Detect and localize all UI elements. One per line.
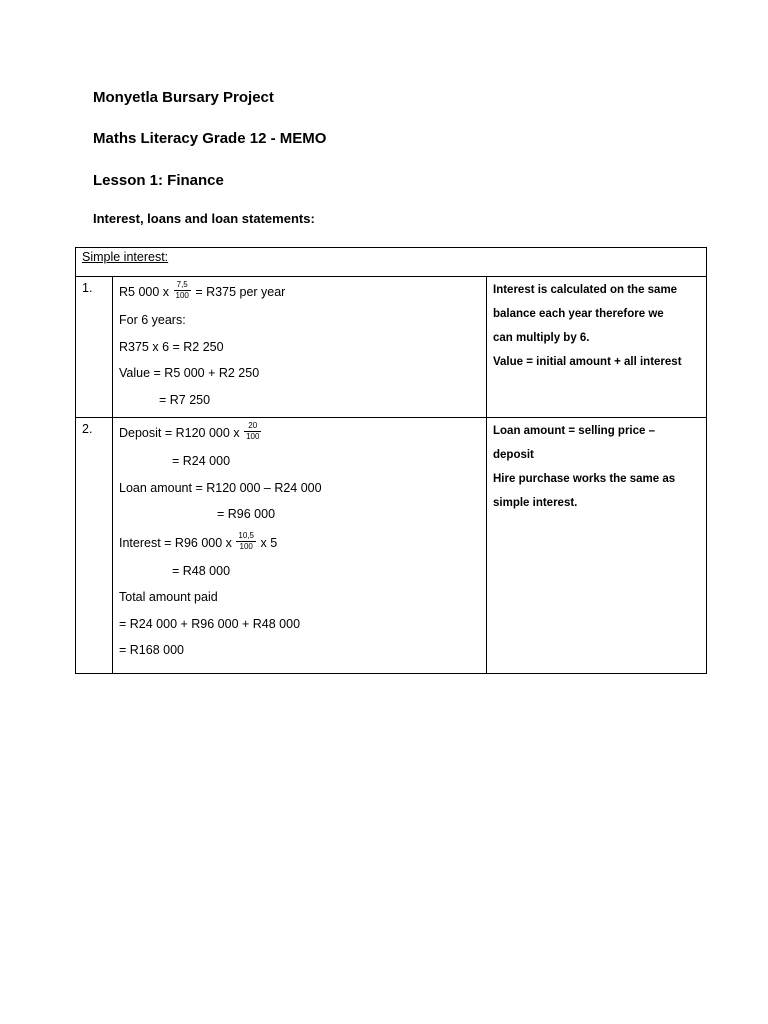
memo-table [75, 247, 707, 674]
working-line: = R48 000 [172, 563, 231, 578]
fraction-numerator: 10,5 [238, 530, 254, 540]
working-text: Deposit = R120 000 x [119, 426, 240, 440]
explanation-line: Hire purchase works the same as [493, 473, 676, 485]
working-line: Loan amount = R120 000 – R24 000 [119, 480, 322, 495]
fraction [236, 531, 256, 552]
working-line: = R96 000 [217, 507, 276, 521]
working-line: R375 x 6 = R2 250 [119, 339, 224, 354]
working-line [119, 418, 486, 448]
explanation-line: Value = initial amount + all interest [493, 356, 682, 368]
section-title: Simple interest: [82, 250, 169, 264]
fraction-denominator: 100 [239, 541, 253, 551]
working-line: = R24 000 + R96 000 + R48 000 [119, 616, 301, 631]
question-number: 1. [76, 277, 113, 418]
table-header-row [76, 248, 707, 277]
working-text: = R375 per year [195, 285, 286, 299]
working-line: = R7 250 [159, 392, 211, 407]
working-line: For 6 years: [119, 313, 186, 327]
working-line [119, 277, 486, 307]
lesson-title: Lesson 1: Finance [93, 172, 224, 189]
working-line [119, 528, 486, 558]
fraction [244, 421, 261, 442]
question-row-1 [76, 277, 707, 418]
working-line: Total amount paid [119, 590, 218, 604]
document-subtitle: Maths Literacy Grade 12 - MEMO [93, 130, 327, 147]
explanation-line: Loan amount = selling price – [493, 425, 655, 437]
explanation-line: balance each year therefore we [493, 308, 664, 320]
document-title: Monyetla Bursary Project [93, 89, 274, 106]
working-line: Value = R5 000 + R2 250 [119, 366, 260, 380]
explanation-line: Interest is calculated on the same [493, 284, 678, 296]
question-row-2 [76, 418, 707, 674]
working-line: = R24 000 [172, 454, 231, 468]
working-cell [113, 277, 487, 418]
working-line: = R168 000 [119, 643, 184, 657]
explanation-line: can multiply by 6. [493, 332, 590, 344]
fraction-numerator: 7,5 [174, 280, 191, 291]
topic-heading: Interest, loans and loan statements: [93, 211, 315, 226]
section-title-cell [76, 248, 707, 277]
explanation-line: deposit [493, 449, 534, 461]
fraction-denominator: 100 [175, 291, 189, 301]
question-number: 2. [76, 418, 113, 674]
working-text: Interest = R96 000 x [119, 535, 232, 550]
working-cell [113, 418, 487, 674]
working-text: R5 000 x [119, 285, 170, 299]
explanation-cell [487, 418, 707, 674]
working-text: x 5 [260, 535, 278, 550]
fraction-numerator: 20 [244, 421, 261, 432]
explanation-cell [487, 277, 707, 418]
explanation-line: simple interest. [493, 497, 578, 509]
fraction-denominator: 100 [246, 432, 260, 442]
fraction [174, 280, 191, 301]
